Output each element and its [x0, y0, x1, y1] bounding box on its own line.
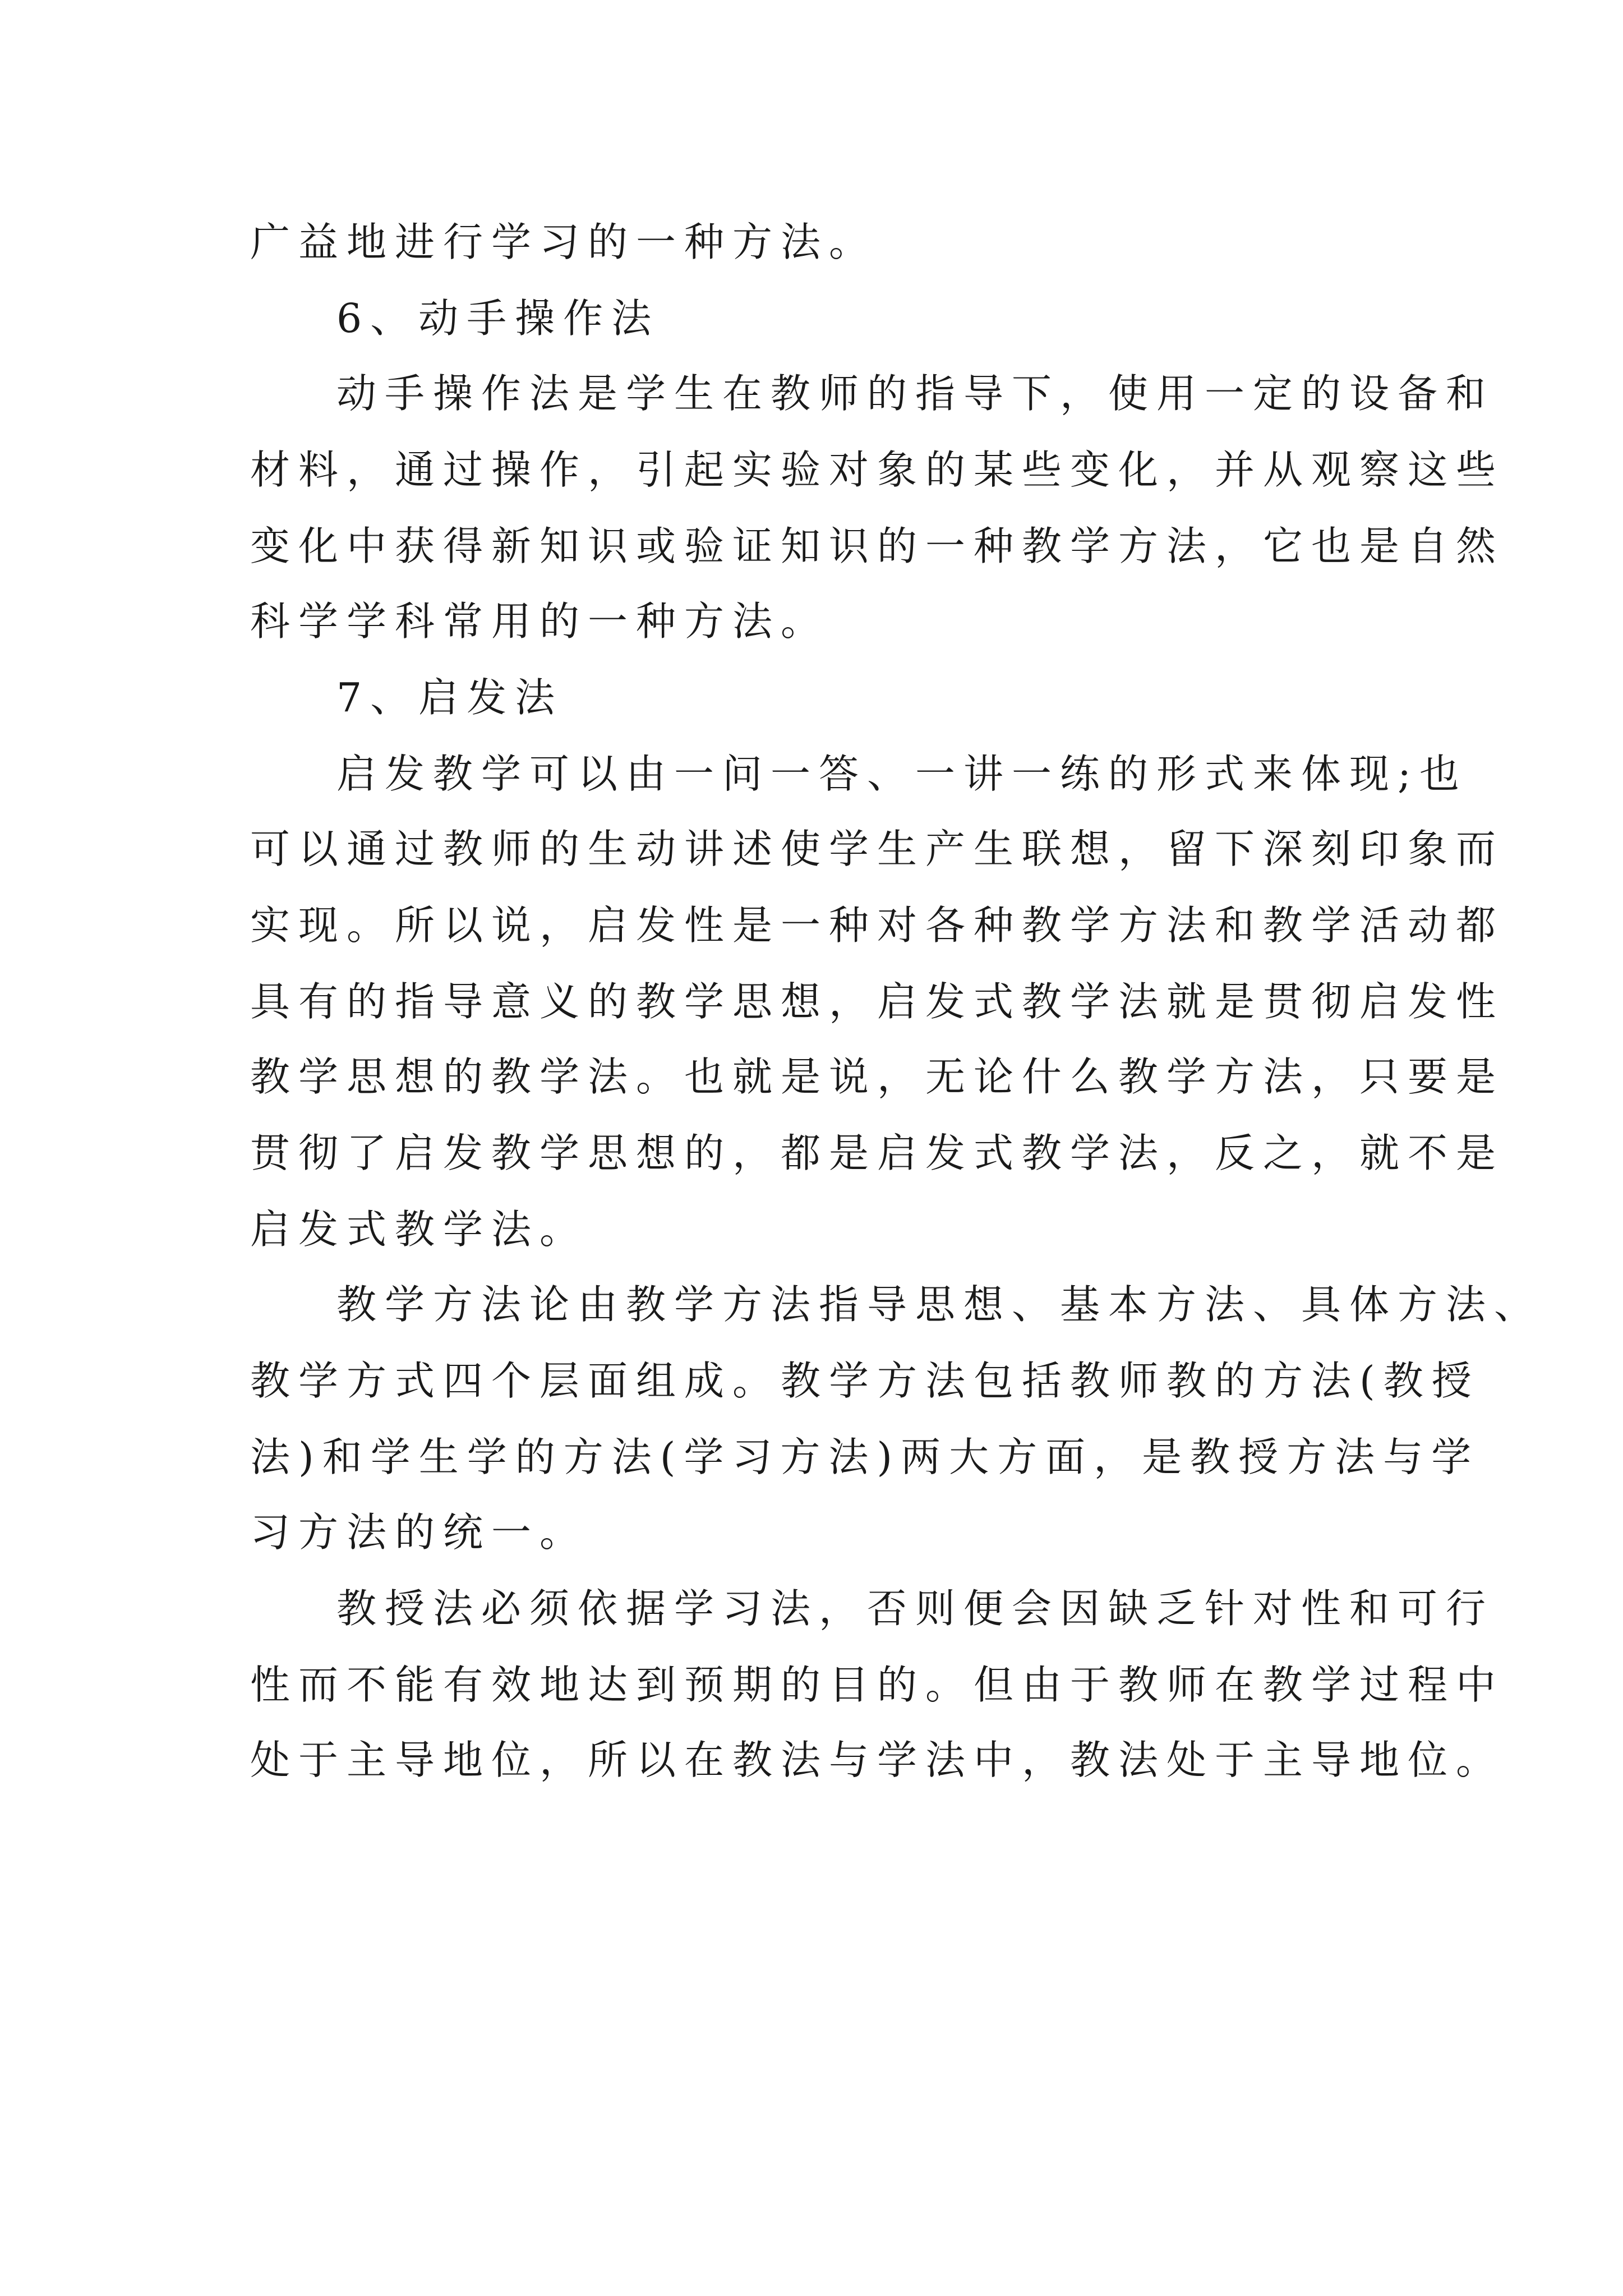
text-line: 可以通过教师的生动讲述使学生产生联想，留下深刻印象而 — [250, 826, 1505, 872]
text-line: 教学思想的教学法。也就是说，无论什么教学方法，只要是 — [250, 1053, 1505, 1100]
section-heading: 7、启发法 — [336, 674, 564, 721]
text-line: 实现。所以说，启发性是一种对各种教学方法和教学活动都 — [250, 902, 1505, 949]
text-line: 教学方式四个层面组成。教学方法包括教师教的方法(教授 — [250, 1358, 1480, 1404]
text-line: 启发教学可以由一问一答、一讲一练的形式来体现;也 — [336, 751, 1468, 797]
section-heading: 6、动手操作法 — [336, 295, 660, 342]
text-line: 变化中获得新知识或验证知识的一种教学方法，它也是自然 — [250, 523, 1505, 569]
text-line: 处于主导地位，所以在教法与学法中，教法处于主导地位。 — [250, 1737, 1505, 1783]
text-line: 习方法的统一。 — [250, 1509, 588, 1556]
text-line: 启发式教学法。 — [250, 1206, 588, 1253]
text-line: 教学方法论由教学方法指导思想、基本方法、具体方法、 — [336, 1281, 1543, 1328]
text-line: 动手操作法是学生在教师的指导下，使用一定的设备和 — [336, 370, 1495, 417]
text-line: 贯彻了启发教学思想的，都是启发式教学法，反之，就不是 — [250, 1130, 1505, 1176]
text-line: 材料，通过操作，引起实验对象的某些变化，并从观察这些 — [250, 447, 1505, 493]
text-line: 具有的指导意义的教学思想，启发式教学法就是贯彻启发性 — [250, 978, 1505, 1025]
text-line: 教授法必须依据学习法，否则便会因缺乏针对性和可行 — [336, 1585, 1495, 1632]
text-line: 性而不能有效地达到预期的目的。但由于教师在教学过程中 — [250, 1662, 1505, 1708]
text-line: 广益地进行学习的一种方法。 — [250, 219, 878, 265]
text-line: 法)和学生学的方法(学习方法)两大方面，是教授方法与学 — [250, 1434, 1480, 1480]
text-line: 科学学科常用的一种方法。 — [250, 598, 829, 645]
